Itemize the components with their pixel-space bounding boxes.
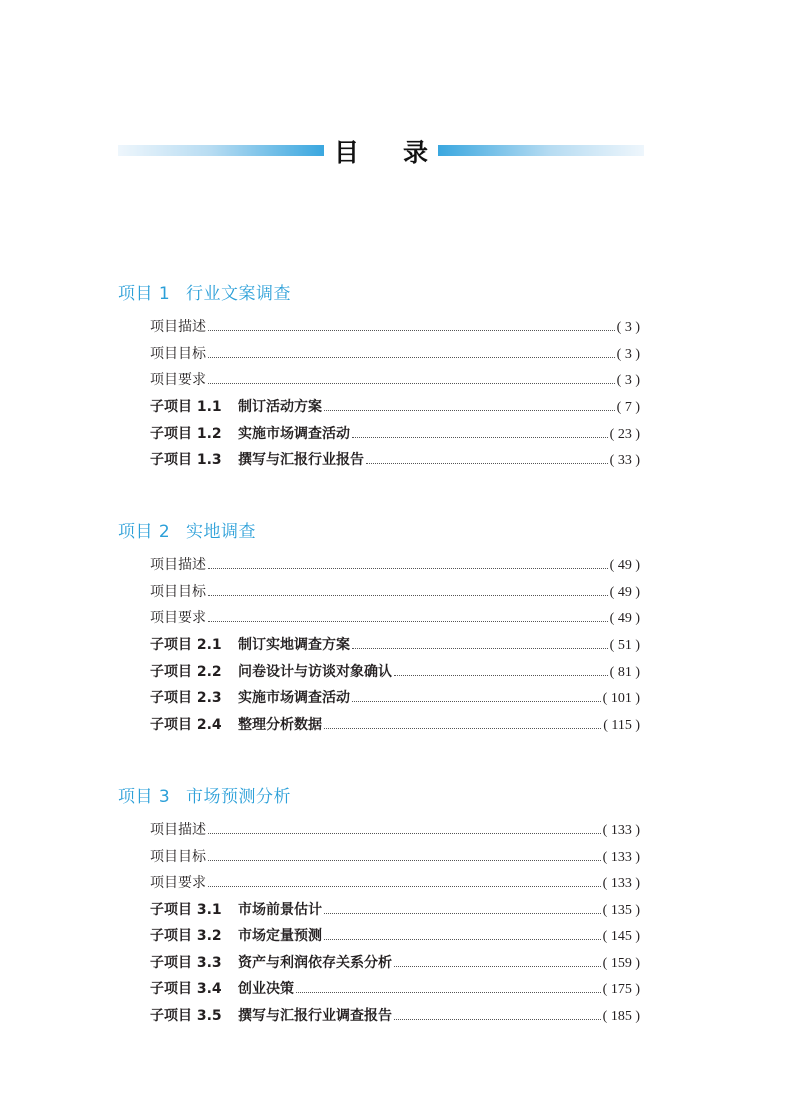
dot-leader (296, 992, 601, 993)
entry-label: 项目目标 (150, 346, 206, 362)
dot-leader (324, 728, 601, 729)
subproject-code: 子项目 1.2 (150, 426, 222, 442)
entry-label: 整理分析数据 (238, 717, 322, 733)
dot-leader (394, 1019, 601, 1020)
dot-leader (394, 966, 601, 967)
page-number: ( 175 ) (602, 982, 640, 997)
dot-leader (394, 675, 608, 676)
page-number: ( 3 ) (616, 373, 640, 388)
page-number: ( 23 ) (609, 427, 640, 442)
page-number: ( 133 ) (602, 823, 640, 838)
dot-leader (208, 568, 608, 569)
page-number: ( 145 ) (602, 929, 640, 944)
toc-subproject-entry[interactable] (150, 687, 640, 709)
toc-subproject-entry[interactable] (150, 396, 640, 418)
toc-subproject-entry[interactable] (150, 449, 640, 471)
entry-label: 制订活动方案 (238, 399, 322, 415)
subproject-code: 子项目 3.1 (150, 902, 222, 918)
toc-subproject-entry[interactable] (150, 978, 640, 1000)
entry-label: 实施市场调查活动 (238, 690, 350, 706)
subproject-code: 子项目 2.1 (150, 637, 222, 653)
page-number: ( 81 ) (609, 665, 640, 680)
dot-leader (352, 437, 608, 438)
entry-label: 市场定量预测 (238, 928, 322, 944)
dot-leader (208, 621, 608, 622)
toc-entry[interactable] (150, 607, 640, 629)
toc-entry[interactable] (150, 581, 640, 603)
dot-leader (324, 410, 615, 411)
page-number: ( 49 ) (609, 611, 640, 626)
subproject-code: 子项目 1.3 (150, 452, 222, 468)
entry-label: 撰写与汇报行业调查报告 (238, 1008, 392, 1024)
entry-label: 项目描述 (150, 822, 206, 838)
entry-label: 撰写与汇报行业报告 (238, 452, 364, 468)
entry-label: 项目要求 (150, 372, 206, 388)
toc-title-banner (118, 132, 644, 170)
section-number: 项目 3 (118, 787, 171, 807)
toc-entry[interactable] (150, 819, 640, 841)
entry-label: 创业决策 (238, 981, 294, 997)
dot-leader (352, 648, 608, 649)
toc-title-char-1: 目 (334, 138, 360, 167)
dot-leader (352, 701, 601, 702)
page-number: ( 3 ) (616, 347, 640, 362)
toc-subproject-entry[interactable] (150, 925, 640, 947)
page-number: ( 185 ) (602, 1009, 640, 1024)
dot-leader (208, 886, 601, 887)
subproject-code: 子项目 1.1 (150, 399, 222, 415)
toc-subproject-entry[interactable] (150, 899, 640, 921)
section-heading-3[interactable] (118, 782, 291, 807)
dot-leader (208, 595, 608, 596)
subproject-code: 子项目 2.4 (150, 717, 222, 733)
page-number: ( 7 ) (616, 400, 640, 415)
entry-label: 资产与利润依存关系分析 (238, 955, 392, 971)
dot-leader (208, 833, 601, 834)
title-gradient-bar-left (118, 145, 324, 156)
page-number: ( 133 ) (602, 850, 640, 865)
toc-subproject-entry[interactable] (150, 1005, 640, 1027)
section-name: 行业文案调查 (186, 284, 291, 304)
entry-label: 实施市场调查活动 (238, 426, 350, 442)
dot-leader (324, 939, 601, 940)
subproject-code: 子项目 2.3 (150, 690, 222, 706)
entry-label: 项目要求 (150, 610, 206, 626)
page-number: ( 115 ) (603, 718, 640, 733)
toc-entry[interactable] (150, 316, 640, 338)
toc-subproject-entry[interactable] (150, 952, 640, 974)
entry-label: 项目描述 (150, 557, 206, 573)
toc-title (324, 132, 438, 170)
section-heading-1[interactable] (118, 279, 291, 304)
title-gradient-bar-right (438, 145, 644, 156)
toc-subproject-entry[interactable] (150, 661, 640, 683)
dot-leader (208, 357, 615, 358)
toc-subproject-entry[interactable] (150, 714, 640, 736)
page-number: ( 33 ) (609, 453, 640, 468)
toc-subproject-entry[interactable] (150, 423, 640, 445)
toc-entry[interactable] (150, 846, 640, 868)
dot-leader (324, 913, 601, 914)
entry-label: 项目目标 (150, 584, 206, 600)
page-number: ( 3 ) (616, 320, 640, 335)
toc-entry[interactable] (150, 554, 640, 576)
subproject-code: 子项目 2.2 (150, 664, 222, 680)
entry-label: 问卷设计与访谈对象确认 (238, 664, 392, 680)
toc-entry[interactable] (150, 872, 640, 894)
dot-leader (208, 860, 601, 861)
dot-leader (208, 330, 615, 331)
entry-label: 市场前景估计 (238, 902, 322, 918)
entry-label: 项目目标 (150, 849, 206, 865)
page-number: ( 51 ) (609, 638, 640, 653)
page-number: ( 49 ) (609, 558, 640, 573)
subproject-code: 子项目 3.4 (150, 981, 222, 997)
page-number: ( 133 ) (602, 876, 640, 891)
section-heading-2[interactable] (118, 517, 256, 542)
page-number: ( 159 ) (602, 956, 640, 971)
section-number: 项目 2 (118, 522, 171, 542)
section-number: 项目 1 (118, 284, 171, 304)
section-name: 实地调查 (186, 522, 256, 542)
subproject-code: 子项目 3.5 (150, 1008, 222, 1024)
entry-label: 项目要求 (150, 875, 206, 891)
page-number: ( 135 ) (602, 903, 640, 918)
toc-entry[interactable] (150, 343, 640, 365)
entry-label: 项目描述 (150, 319, 206, 335)
page-number: ( 49 ) (609, 585, 640, 600)
toc-subproject-entry[interactable] (150, 634, 640, 656)
dot-leader (366, 463, 608, 464)
section-name: 市场预测分析 (186, 787, 291, 807)
toc-title-char-2: 录 (402, 138, 428, 167)
subproject-code: 子项目 3.2 (150, 928, 222, 944)
subproject-code: 子项目 3.3 (150, 955, 222, 971)
dot-leader (208, 383, 615, 384)
entry-label: 制订实地调查方案 (238, 637, 350, 653)
page-number: ( 101 ) (602, 691, 640, 706)
toc-entry[interactable] (150, 369, 640, 391)
